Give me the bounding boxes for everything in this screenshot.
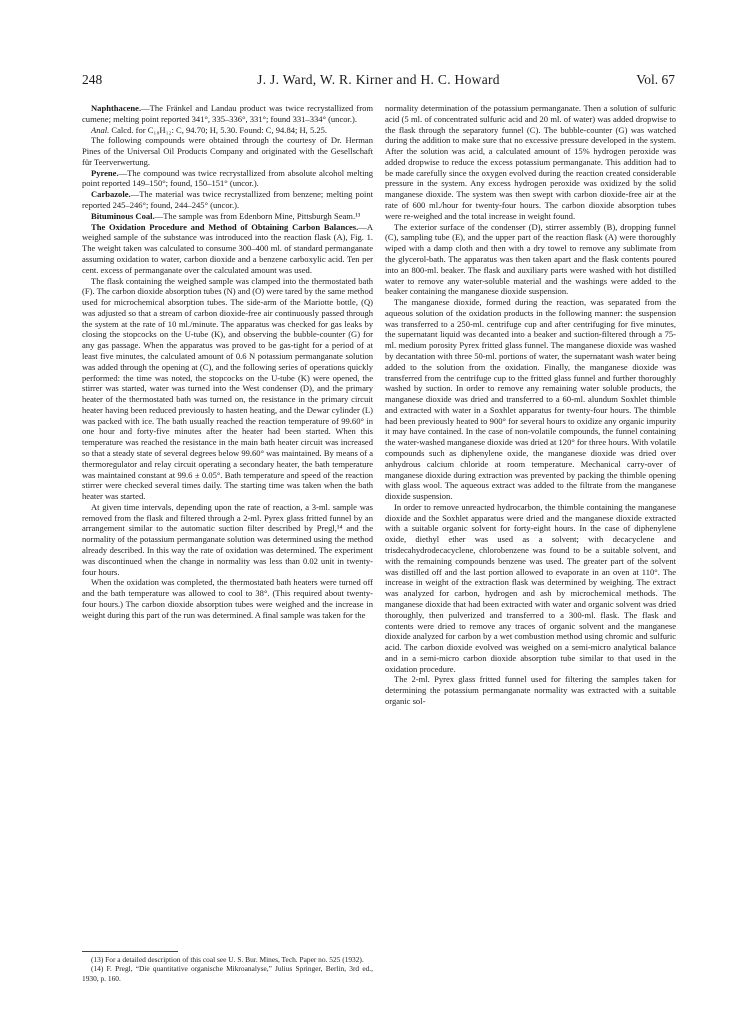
carbazole-heading: Carbazole. bbox=[91, 189, 131, 200]
coal-heading: Bituminous Coal. bbox=[91, 210, 155, 221]
analysis-text: Calcd. for C₁₈H₁₂: C, 94.70; H, 5.30. Found: C, 94.84; H, 5.25. bbox=[111, 124, 328, 135]
funnel-paragraph: The 2-ml. Pyrex glass fritted funnel used for filtering the samples taken for determining the potassium permanganate normality was extracted with a suitable organic sol- bbox=[385, 674, 676, 706]
oxidation-paragraph bbox=[82, 222, 373, 276]
analysis-paragraph bbox=[82, 125, 373, 136]
footnote-13: (13) For a detailed description of this coal see U. S. Bur. Mines, Tech. Paper no. 525 (1932). bbox=[91, 955, 364, 964]
footnotes bbox=[82, 951, 373, 983]
completed-paragraph: When the oxidation was completed, the thermostated bath heaters were turned off and the bath temperature was allowed to cool to 38°. (This required about twenty-four hours.) The carbon dioxide absorption tubes were weighed and the increase in weight during this part of the run was determined. A final sample was taken for the bbox=[82, 577, 373, 620]
coal-text: —The sample was from Edenborn Mine, Pittsburgh Seam.¹³ bbox=[154, 210, 361, 221]
naphthacene-text: —The Fränkel and Landau product was twice recrystallized from cumene; melting point reported 341°, 335–336°, 331°; found 331–334° (uncor.). bbox=[82, 103, 373, 124]
right-column bbox=[385, 103, 676, 707]
intervals-paragraph: At given time intervals, depending upon the rate of reaction, a 3-ml. sample was removed from the flask and filtered through a 2-ml. Pyrex glass fritted funnel by an arrangement similar to the automatic suction filter described by Pregl,¹⁴ and the normality of the potassium permanganate solution was determined using the method already described. In this way the rate of oxidation was determined. The experiment was discontinued when the change in normality was less than 0.02 unit in twenty-four hours. bbox=[82, 501, 373, 577]
unreacted-paragraph: In order to remove unreacted hydrocarbon, the thimble containing the manganese dioxide and the Soxhlet apparatus were dried and the manganese dioxide extracted with a suitable organic solvent for forty-eight hours. In the case of diphenylene oxide, diethyl ether was used as a solvent; with decacyclene and trisdecahydrodecacyclene, chlorobenzene was found to be a suitable solvent, and with the remaining compounds benzene was used. The greater part of the solvent was distilled off and the last portion allowed to evaporate in an oven at 110°. The increase in weight of the extraction flask was determined by weighing. The extract was analyzed for carbon, hydrogen and ash by microchemical methods. The manganese dioxide that had been extracted with water and organic solvent was dried thoroughly, then pulverized and transferred to a 300-ml. flask. The flask and contents were dried to remove any traces of organic solvent and the manganese dioxide analyzed for carbon by a wet combustion method using chromic and sulfuric acid. The carbon dioxide evolved was weighed on a semi-micro analytical balance and in a semi-micro carbon dioxide absorption tube similar to that used in the oxidation procedure. bbox=[385, 501, 676, 674]
naphthacene-heading: Naphthacene. bbox=[91, 103, 142, 113]
volume-label: Vol. 67 bbox=[636, 72, 675, 87]
pyrene-paragraph bbox=[82, 168, 373, 190]
naphthacene-paragraph bbox=[82, 103, 373, 125]
normality-paragraph: normality determination of the potassium permanganate. Then a solution of sulfuric acid (5 ml. of concentrated sulfuric acid and 20 ml. of water) was added dropwise to the flask through the separatory funnel (C). The bubble-counter (G) was watched during the addition to make sure that no excessive pressure developed in the system. After the solution was acid, a calculated amount of 15% hydrogen peroxide was added dropwise to reduce the excess potassium permanganate. This addition had to be made carefully since the oxygen evolved during the reaction created considerable pressure in the system. Any excess hydrogen peroxide was oxidized by the solid manganese dioxide. The system was then swept with carbon dioxide-free air at the rate of 600 ml./hour for twenty-four hours. The carbon dioxide absorption tubes were re-weighed and the total increase in weight found. bbox=[385, 103, 676, 221]
page-number: 248 bbox=[82, 72, 103, 87]
footnote-14: (14) F. Pregl, “Die quantitative organische Mikroanalyse,” Julius Springer, Berlin, 3rd ed., 1930, p. 160. bbox=[82, 964, 373, 983]
analysis-label: Anal. bbox=[91, 124, 110, 135]
courtesy-paragraph: The following compounds were obtained through the courtesy of Dr. Herman Pines of the Universal Oil Products Company and originated with the Gesellschaft für Teerverwertung. bbox=[82, 135, 373, 167]
coal-paragraph bbox=[82, 211, 373, 222]
oxidation-text: —A weighed sample of the substance was introduced into the reaction flask (A), Fig. 1. The weight taken was calculated to consume 300–400 ml. of standard permanganate assuming oxidation to water, carbon dioxide and a benzene carboxylic acid. Ten per cent. excess of permanganate over the calculated amount was used. bbox=[82, 221, 373, 275]
footnote-rule bbox=[82, 951, 178, 952]
running-header bbox=[82, 72, 675, 92]
left-column bbox=[82, 103, 373, 621]
pyrene-text: —The compound was twice recrystallized from absolute alcohol melting point reported 149–150°; found, 150–151° (uncor.). bbox=[82, 167, 373, 189]
carbazole-paragraph bbox=[82, 189, 373, 211]
exterior-paragraph: The exterior surface of the condenser (D), stirrer assembly (B), dropping funnel (C), sampling tube (E), and the upper part of the reaction flask (A) were thoroughly wiped with a damp cloth and then with a dry towel to remove any sublimate from the glycerol-bath. The apparatus was then taken apart and the flask contents poured into an 800-ml. beaker. The flask and auxiliary parts were washed with hot distilled water to remove any water-soluble material and the washings were added to the beaker containing the manganese dioxide suspension. bbox=[385, 221, 676, 297]
flask-paragraph: The flask containing the weighed sample was clamped into the thermostated bath (F). The carbon dioxide absorption tubes (N) and (O) were tared by the same method used for microchemical absorption tubes. The side-arm of the Mariotte bottle, (Q) was adjusted so that a stream of carbon dioxide-free air continuously passed through the system at the rate of 10 ml./minute. The apparatus was checked for gas leaks by closing the stopcocks on the U-tube (K), and observing the bubble-counter (G) for any gas passage. When the apparatus was proved to be gas-tight for a period of at least five minutes, the calculated amount of 0.6 N potassium permanganate solution was added through the opening at (C), and the following series of operations quickly performed: the time was noted, the stopcocks on the U-tube (K) were opened, the stirrer was started, water was turned into the West condenser (D), and the primary heater of the thermostated bath was turned on, the resistance in the primary circuit heater having been reduced previously to hasten heating, and the Dewar cylinder (L) was packed with ice. The bath usually reached the reaction temperature of 99.60° in one hour and forty-five minutes after the heater had been started. When this temperature was reached the resistance in the main bath heater circuit was increased so that a steady state of several degrees below 99.60° was maintained. By means of a thermoregulator and relay circuit operating a secondary heater, the bath temperature was maintained constant at 99.6 ± 0.05°. Bath temperature and speed of the reaction stirrer were checked several times daily. The starting time was taken when the bath heater was started. bbox=[82, 275, 373, 502]
author-line: J. J. Ward, W. R. Kirner and H. C. Howard bbox=[257, 72, 500, 87]
pyrene-heading: Pyrene. bbox=[91, 167, 119, 178]
manganese-paragraph: The manganese dioxide, formed during the reaction, was separated from the aqueous solution of the oxidation products in the following manner: the suspension was transferred to a 250-ml. centrifuge cup and after centrifuging for five minutes, the supernatant liquid was decanted into a beaker and suction-filtered through a 75-ml. medium porosity Pyrex fritted glass funnel. The manganese dioxide was washed by decantation with three 50-ml. portions of water, the supernatant wash water being added to the solution from the oxidation. Finally, the manganese dioxide was transferred from the centrifuge cup to the fritted glass funnel and further thoroughly washed by suction. In order to remove any remaining water soluble products, the manganese dioxide was dried and transferred to a 60-ml. alundum Soxhlet thimble and extracted with water in a Soxhlet apparatus for twenty-four hours. The thimble had been previously heated to 900° for several hours to oxidize any organic impurity it may have contained. In the case of non-volatile compounds, the funnel containing the water-washed manganese dioxide was dried at 120° for three hours. With volatile compounds such as diphenylene oxide, the manganese dioxide was dried over anhydrous calcium chloride at room temperature. Mechanical carry-over of manganese dioxide during extraction was prevented by packing the thimble opening with glass wool. The aqueous extract was added to the filtrate from the manganese dioxide suspension. bbox=[385, 297, 676, 502]
oxidation-heading: The Oxidation Procedure and Method of Obtaining Carbon Balances. bbox=[91, 221, 359, 232]
carbazole-text: —The material was twice recrystallized from benzene; melting point reported 245–246°; found, 244–245° (uncor.). bbox=[82, 189, 373, 211]
